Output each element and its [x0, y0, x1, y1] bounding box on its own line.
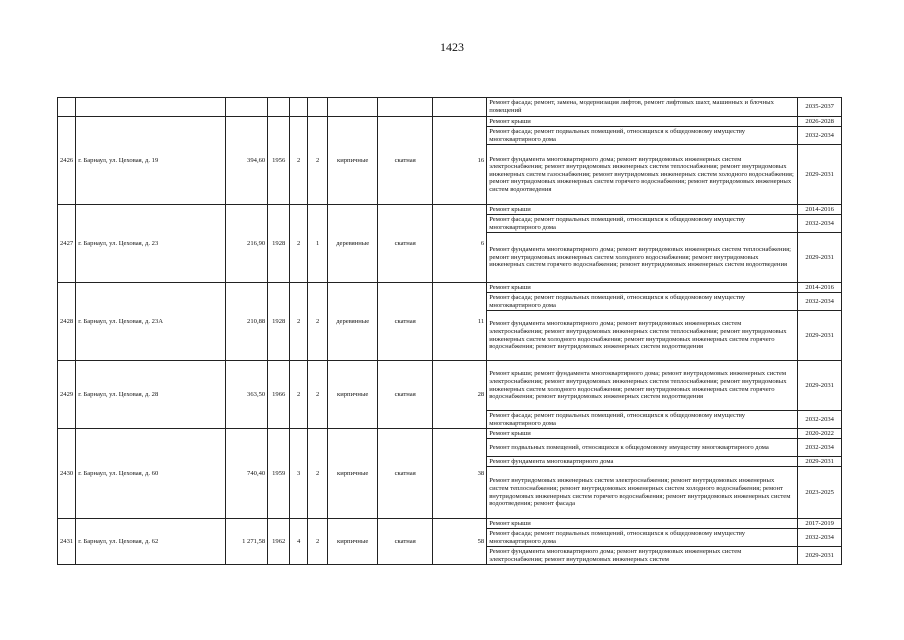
object-number: 2426: [58, 117, 76, 205]
work-description: Ремонт крыши: [487, 117, 798, 127]
empty-cell: [76, 98, 226, 117]
object-address: г. Барнаул, ул. Цеховая, д. 28: [76, 361, 226, 429]
object-address: г. Барнаул, ул. Цеховая, д. 23А: [76, 283, 226, 361]
object-wall-material: кирпичные: [328, 117, 378, 205]
work-description: Ремонт фундамента многоквартирного дома; ремонт внутридомовых инженерных систем электроснабжения; ремонт внутридомовых инженерных систем теплоснабжения; ремонт внутридомовых инженерных систем холодного водоснабжения; ремонт внутридомовых инженерных систем горячего водоснабжения; ремонт внутридомовых инженерных систем водоотведения: [487, 311, 798, 361]
work-period: 2026-2028: [798, 117, 842, 127]
empty-cell: [378, 98, 433, 117]
work-period: 2029-2031: [798, 311, 842, 361]
work-description: Ремонт крыши: [487, 205, 798, 215]
work-period: 2020-2022: [798, 429, 842, 439]
table-row: [58, 519, 842, 529]
object-roof-type: скатная: [378, 205, 433, 283]
object-area: 216,90: [226, 205, 268, 283]
object-number: 2429: [58, 361, 76, 429]
work-description: Ремонт фасада; ремонт подвальных помещений, относящихся к общедомовому имуществу многоквартирного дома: [487, 411, 798, 429]
table-row: [58, 429, 842, 439]
work-description: Ремонт крыши: [487, 283, 798, 293]
object-build-year: 1966: [268, 361, 290, 429]
work-period: 2032-2034: [798, 127, 842, 145]
empty-cell: [328, 98, 378, 117]
table-row: [58, 283, 842, 293]
work-description: Ремонт фасада; ремонт подвальных помещений, относящихся к общедомовому имуществу многоквартирного дома: [487, 529, 798, 547]
object-number: 2427: [58, 205, 76, 283]
object-area: 363,50: [226, 361, 268, 429]
work-period: 2029-2031: [798, 361, 842, 411]
work-period: 2029-2031: [798, 145, 842, 205]
empty-cell: [433, 98, 487, 117]
object-address: г. Барнаул, ул. Цеховая, д. 60: [76, 429, 226, 519]
object-floors: 2: [290, 283, 308, 361]
work-period: 2032-2034: [798, 439, 842, 457]
object-apartments: 38: [433, 429, 487, 519]
page-number: 1423: [440, 40, 464, 54]
work-period: 2029-2031: [798, 457, 842, 467]
empty-cell: [226, 98, 268, 117]
work-description: Ремонт подвальных помещений, относящихся к общедомовому имуществу многоквартирного дома: [487, 439, 798, 457]
object-roof-type: скатная: [378, 429, 433, 519]
object-number: 2428: [58, 283, 76, 361]
object-area: 394,60: [226, 117, 268, 205]
object-address: г. Барнаул, ул. Цеховая, д. 23: [76, 205, 226, 283]
empty-cell: [58, 98, 76, 117]
work-period: 2029-2031: [798, 233, 842, 283]
object-roof-type: скатная: [378, 117, 433, 205]
object-floors: 3: [290, 429, 308, 519]
object-build-year: 1959: [268, 429, 290, 519]
object-floors: 2: [290, 361, 308, 429]
object-apartments: 28: [433, 361, 487, 429]
object-wall-material: деревянные: [328, 205, 378, 283]
work-description: Ремонт фундамента многоквартирного дома: [487, 457, 798, 467]
work-period: 2014-2016: [798, 205, 842, 215]
work-period: 2032-2034: [798, 411, 842, 429]
object-area: 210,88: [226, 283, 268, 361]
object-floors: 2: [290, 117, 308, 205]
object-apartments: 11: [433, 283, 487, 361]
table-row: [58, 361, 842, 411]
object-build-year: 1962: [268, 519, 290, 565]
work-period: 2029-2031: [798, 547, 842, 565]
object-floors: 2: [290, 205, 308, 283]
work-description: Ремонт фундамента многоквартирного дома; ремонт внутридомовых инженерных систем теплоснабжения; ремонт внутридомовых инженерных систем холодного водоснабжения; ремонт внутридомовых инженерных систем горячего водоснабжения; ремонт внутридомовых инженерных систем водоотведения: [487, 233, 798, 283]
work-description: Ремонт фундамента многоквартирного дома; ремонт внутридомовых инженерных систем электроснабжения; ремонт внутридомовых инженерных систем: [487, 547, 798, 565]
object-number: 2430: [58, 429, 76, 519]
object-address: г. Барнаул, ул. Цеховая, д. 19: [76, 117, 226, 205]
object-wall-material: кирпичные: [328, 361, 378, 429]
object-roof-type: скатная: [378, 519, 433, 565]
work-period: 2035-2037: [798, 98, 842, 117]
work-description: Ремонт крыши; ремонт фундамента многоквартирного дома; ремонт внутридомовых инженерных систем электроснабжения; ремонт внутридомовых инженерных систем теплоснабжения; ремонт внутридомовых инженерных систем холодного водоснабжения; ремонт внутридомовых инженерных систем горячего водоснабжения; ремонт внутридомовых инженерных систем водоотведения: [487, 361, 798, 411]
object-address: г. Барнаул, ул. Цеховая, д. 62: [76, 519, 226, 565]
object-build-year: 1928: [268, 283, 290, 361]
work-description: Ремонт фундамента многоквартирного дома; ремонт внутридомовых инженерных систем электроснабжения; ремонт внутридомовых инженерных систем теплоснабжения; ремонт внутридомовых инженерных систем газоснабжения; ремонт внутридомовых инженерных систем холодного водоснабжения; ремонт внутридомовых инженерных систем горячего водоснабжения; ремонт внутридомовых инженерных систем водоотведения: [487, 145, 798, 205]
work-description: Ремонт внутридомовых инженерных систем электроснабжения; ремонт внутридомовых инженерных систем теплоснабжения; ремонт внутридомовых инженерных систем холодного водоснабжения; ремонт внутридомовых инженерных систем горячего водоснабжения; ремонт внутридомовых инженерных систем водоотведения; ремонт фасада: [487, 467, 798, 519]
object-wall-material: кирпичные: [328, 429, 378, 519]
empty-cell: [268, 98, 290, 117]
object-area: 740,40: [226, 429, 268, 519]
work-period: 2017-2019: [798, 519, 842, 529]
table-row: [58, 98, 842, 117]
work-description: Ремонт фасада; ремонт подвальных помещений, относящихся к общедомовому имуществу многоквартирного дома: [487, 215, 798, 233]
object-entrances: 2: [308, 519, 328, 565]
object-wall-material: кирпичные: [328, 519, 378, 565]
object-entrances: 2: [308, 283, 328, 361]
object-entrances: 2: [308, 429, 328, 519]
work-description: Ремонт фасада; ремонт подвальных помещений, относящихся к общедомовому имуществу многоквартирного дома: [487, 293, 798, 311]
object-wall-material: деревянные: [328, 283, 378, 361]
object-apartments: 6: [433, 205, 487, 283]
work-description: Ремонт крыши: [487, 519, 798, 529]
capital-repair-table: [57, 97, 842, 565]
object-build-year: 1928: [268, 205, 290, 283]
empty-cell: [308, 98, 328, 117]
object-apartments: 16: [433, 117, 487, 205]
object-roof-type: скатная: [378, 361, 433, 429]
table-row: [58, 117, 842, 127]
work-period: 2032-2034: [798, 215, 842, 233]
work-period: 2032-2034: [798, 529, 842, 547]
work-period: 2032-2034: [798, 293, 842, 311]
object-build-year: 1956: [268, 117, 290, 205]
empty-cell: [290, 98, 308, 117]
work-period: 2014-2016: [798, 283, 842, 293]
work-description: Ремонт крыши: [487, 429, 798, 439]
table-body: [58, 98, 842, 565]
work-description: Ремонт фасада; ремонт, замена, модернизация лифтов, ремонт лифтовых шахт, машинных и блочных помещений: [487, 98, 798, 117]
work-description: Ремонт фасада; ремонт подвальных помещений, относящихся к общедомовому имуществу многоквартирного дома: [487, 127, 798, 145]
table-row: [58, 205, 842, 215]
object-roof-type: скатная: [378, 283, 433, 361]
object-number: 2431: [58, 519, 76, 565]
object-floors: 4: [290, 519, 308, 565]
object-entrances: 1: [308, 205, 328, 283]
object-area: 1 271,58: [226, 519, 268, 565]
work-period: 2023-2025: [798, 467, 842, 519]
object-apartments: 58: [433, 519, 487, 565]
object-entrances: 2: [308, 361, 328, 429]
object-entrances: 2: [308, 117, 328, 205]
